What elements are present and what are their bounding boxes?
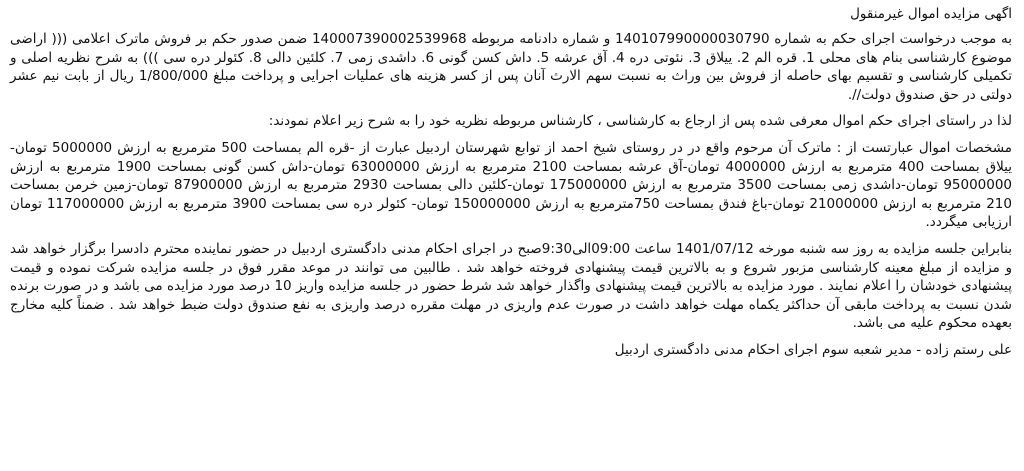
signature-line: علی رستم زاده - مدیر شعبه سوم اجرای احکام مدنی دادگستری اردبیل — [614, 341, 1012, 358]
expert-referral-paragraph: لذا در راستای اجرای حکم اموال معرفی شده پس از ارجاع به کارشناسی ، کارشناس مربوطه نظریه خود را به شرح زیر اعلام نمودند: — [268, 113, 1012, 130]
auction-session-paragraph: بنابراین جلسه مزایده به روز سه شنبه مورخه 1401/07/12 ساعت 09:00الی9:30صبح در اجرای احکام مدنی دادگستری اردبیل در حضور نماینده محترم دادسرا برگزار خواهد شد و مزایده از مبلغ معینه کارشناسی مزبور شروع و به بالاترین قیمت پیشنهادی فروخته خواهد شد . طالبین می توانند در موعد مقرر فوق در جلسه مزایده شرکت نموده و قیمت پیشنهادی خودشان را اعلام نمایند . مورد مزایده به بالاترین قیمت پیشنهادی واگذار خواهد شد شرط حضور در جلسه مزایده واریز 10 درصد مورد مزایده می باشد و در صورت برنده شدن نسبت به پرداخت مابقی آن حداکثر یکماه مهلت خواهد داشت در صورت عدم واریزی در مهلت مقرره درصد واریزی به نفع صندوق دولت ضبط خواهد شد . ضمناً کلیه مخارج بعهده محکوم علیه می باشد. — [10, 240, 1012, 332]
notice-title: اگهی مزایده اموال غیرمنقول — [850, 6, 1012, 22]
property-details-paragraph: مشخصات اموال عبارتست از : ماترک آن مرحوم واقع در در روستای شیخ احمد از توابع شهرستان اردبیل عبارت از -قره الم بمساحت 500 مترمربع به ارزش 5000000 تومان-ییلاق بمساحت 400 مترمربع به ارزش 4000000 تومان-آق عرشه بمساحت 2100 مترمربع به ارزش 63000000 تومان-داش کسن گونی بمساحت 1900 مترمربع به ارزش 95000000 تومان-داشدی زمی بمساحت 3500 مترمربع به ارزش 175000000 تومان-کلئین دالی بمساحت 2930 مترمربع به ارزش 87900000 تومان-زمین خرمن بمساحت 210 مترمربع به ارزش 21000000 تومان-باغ فندق بمساحت 750مترمربع به ارزش 150000000 تومان- کئولر دره سی بمساحت 3900 مترمربع به ارزش 117000000 تومان ارزیابی میگردد. — [10, 139, 1013, 231]
court-order-paragraph: به موجب درخواست اجرای حکم به شماره 140107990000030790 و شماره دادنامه مربوطه 140007390002539968 ضمن صدور حکم بر فروش ماترک اعلامی ((( اراضی موضوع کارشناسی بنام های محلی 1. قره الم 2. ییلاق 3. نئوتی دره 4. آق عرشه 5. داش کسن گونی 6. داشدی زمی 7. کلئین دالی 8. کئولر دره سی ))) به شرح نظریه اصلی و تکمیلی کارشناسی و تقسیم بهای حاصله از فروش بین وراث به نسبت سهم الارث آنان پس از کسر هزینه های عملیات اجرایی و پرداخت مبلغ 1/800/000 ریال از بابت نیم عشر دولتی در حق صندوق دولت//. — [10, 31, 1012, 103]
